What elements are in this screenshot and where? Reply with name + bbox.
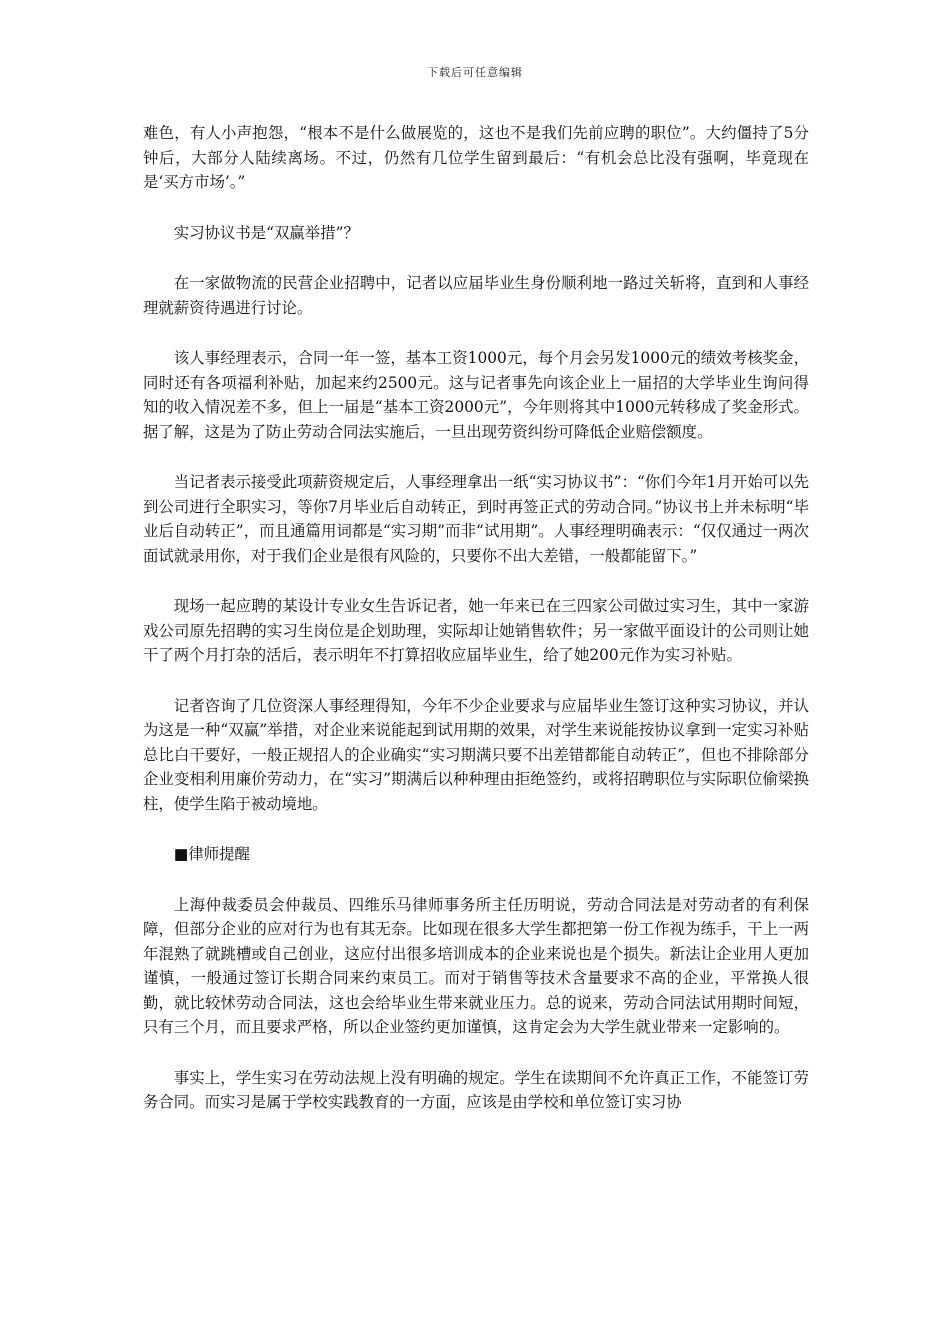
document-body	[143, 121, 809, 1141]
paragraph: 上海仲裁委员会仲裁员、四维乐马律师事务所主任历明说，劳动合同法是对劳动者的有利保障，但部分企业的应对行为也有其无奈。比如现在很多大学生都把第一份工作视为练手，干上一两年混熟了就跳槽或自己创业，这应付出很多培训成本的企业来说也是个损失。新法让企业用人更加谨慎，一般通过签订长期合同来约束员工。而对于销售等技术含量要求不高的企业，平常换人很勤，就比较怵劳动合同法，这也会给毕业生带来就业压力。总的说来，劳动合同法试用期时间短，只有三个月，而且要求严格，所以企业签约更加谨慎，这肯定会为大学生就业带来一定影响的。	[143, 895, 809, 1036]
page-header: 下载后可任意编辑	[427, 66, 523, 79]
paragraph: 在一家做物流的民营企业招聘中，记者以应届毕业生身份顺利地一路过关斩将，直到和人事经理就薪资待遇进行讨论。	[143, 274, 809, 317]
paragraph-continuation: 难色，有人小声抱怨，“根本不是什么做展览的，这也不是我们先前应聘的职位”。大约僵持了5分钟后，大部分人陆续离场。不过，仍然有几位学生留到最后：“有机会总比没有强啊，毕竟现在是‘买方市场’。”	[143, 124, 809, 191]
paragraph: 当记者表示接受此项薪资规定后，人事经理拿出一纸“实习协议书”：“你们今年1月开始可以先到公司进行全职实习，等你7月毕业后自动转正，到时再签正式的劳动合同。”协议书上并未标明“毕业后自动转正”，而且通篇用词都是“实习期”而非“试用期”。人事经理明确表示：“仅仅通过一两次面试就录用你，对于我们企业是很有风险的，只要你不出大差错，一般都能留下。”	[143, 473, 809, 565]
paragraph: 记者咨询了几位资深人事经理得知，今年不少企业要求与应届毕业生签订这种实习协议，并认为这是一种“双赢”举措，对企业来说能起到试用期的效果，对学生来说能按协议拿到一定实习补贴总比白干要好，一般正规招人的企业确实“实习期满只要不出差错都能自动转正”，但也不排除部分企业变相利用廉价劳动力，在“实习”期满后以种种理由拒绝签约，或将招聘职位与实际职位偷梁换柱，使学生陷于被动境地。	[143, 696, 809, 813]
paragraph: 该人事经理表示，合同一年一签，基本工资1000元，每个月会另发1000元的绩效考核奖金，同时还有各项福利补贴，加起来约2500元。这与记者事先向该企业上一届招的大学毕业生询问得知的收入情况差不多，但上一届是“基本工资2000元”，今年则将其中1000元转移成了奖金形式。据了解，这是为了防止劳动合同法实施后，一旦出现劳资纠纷可降低企业赔偿额度。	[143, 349, 809, 441]
section-heading-lawyer-reminder: ■律师提醒	[173, 845, 250, 863]
paragraph: 事实上，学生实习在劳动法规上没有明确的规定。学生在读期间不允许真正工作，不能签订劳务合同。而实习是属于学校实践教育的一方面，应该是由学校和单位签订实习协	[143, 1068, 809, 1111]
paragraph: 现场一起应聘的某设计专业女生告诉记者，她一年来已在三四家公司做过实习生，其中一家游戏公司原先招聘的实习生岗位是企划助理，实际却让她销售软件；另一家做平面设计的公司则让她干了两个月打杂的活后，表示明年不打算招收应届毕业生，给了她200元作为实习补贴。	[143, 597, 809, 664]
section-heading-internship-agreement: 实习协议书是“双赢举措”？	[173, 223, 359, 242]
